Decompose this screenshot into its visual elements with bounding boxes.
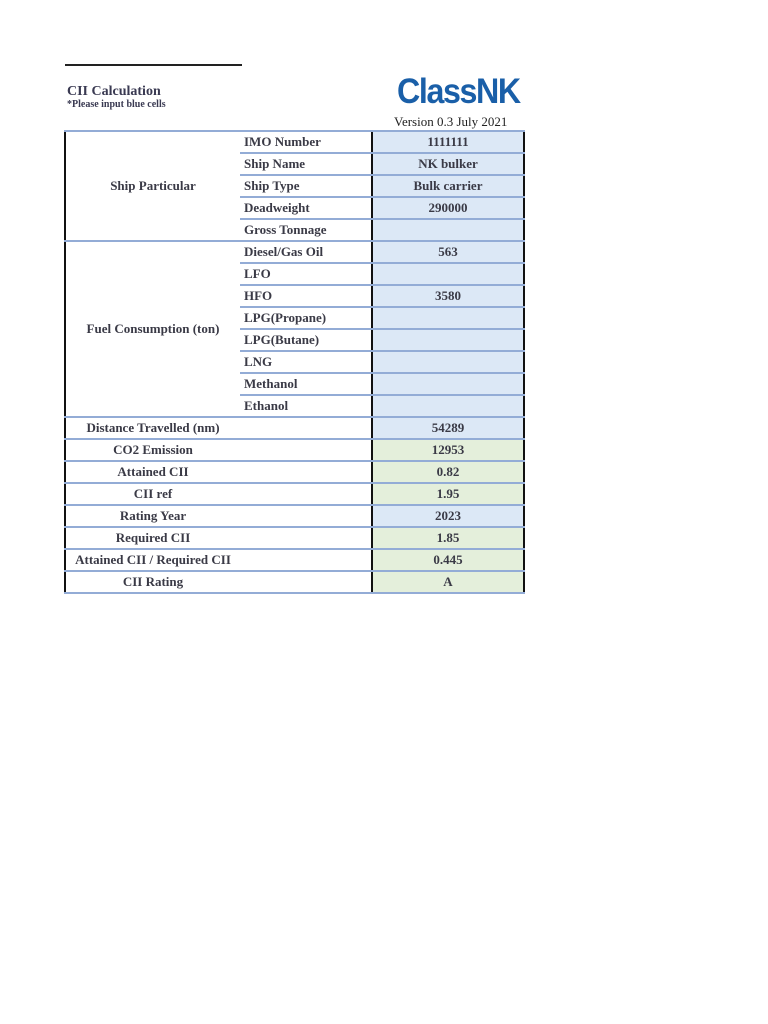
cii-ref-value: 1.95 [372, 483, 524, 505]
empty-cell [240, 527, 372, 549]
table-row [65, 439, 524, 461]
distance-travelled-label: Distance Travelled (nm) [65, 417, 240, 439]
table-row [65, 549, 524, 571]
attained-required-ratio-label: Attained CII / Required CII [65, 549, 240, 571]
distance-travelled-input[interactable]: 54289 [372, 417, 524, 439]
required-cii-label: Required CII [65, 527, 240, 549]
table-row [65, 417, 524, 439]
ship-name-label: Ship Name [240, 153, 372, 175]
imo-number-label: IMO Number [240, 131, 372, 153]
cii-ref-label: CII ref [65, 483, 240, 505]
empty-cell [240, 461, 372, 483]
deadweight-input[interactable]: 290000 [372, 197, 524, 219]
empty-cell [240, 571, 372, 593]
empty-cell [240, 505, 372, 527]
cii-calculation-table [64, 130, 525, 594]
empty-cell [240, 417, 372, 439]
co2-emission-label: CO2 Emission [65, 439, 240, 461]
deadweight-label: Deadweight [240, 197, 372, 219]
ship-name-input[interactable]: NK bulker [372, 153, 524, 175]
hfo-input[interactable]: 3580 [372, 285, 524, 307]
methanol-label: Methanol [240, 373, 372, 395]
document-title: CII Calculation [67, 84, 161, 99]
input-instruction-note: *Please input blue cells [67, 99, 166, 110]
lpg-propane-label: LPG(Propane) [240, 307, 372, 329]
rating-year-input[interactable]: 2023 [372, 505, 524, 527]
table-row [65, 483, 524, 505]
lfo-label: LFO [240, 263, 372, 285]
attained-cii-value: 0.82 [372, 461, 524, 483]
ship-type-input[interactable]: Bulk carrier [372, 175, 524, 197]
cii-rating-label: CII Rating [65, 571, 240, 593]
table-row [65, 571, 524, 593]
table-row [65, 241, 524, 263]
diesel-gas-oil-input[interactable]: 563 [372, 241, 524, 263]
lpg-butane-label: LPG(Butane) [240, 329, 372, 351]
lng-label: LNG [240, 351, 372, 373]
gross-tonnage-label: Gross Tonnage [240, 219, 372, 241]
ethanol-label: Ethanol [240, 395, 372, 417]
ethanol-input[interactable] [372, 395, 524, 417]
co2-emission-value: 12953 [372, 439, 524, 461]
empty-cell [240, 483, 372, 505]
lpg-propane-input[interactable] [372, 307, 524, 329]
version-label: Version 0.3 July 2021 [394, 114, 508, 129]
imo-number-input[interactable]: 1111111 [372, 131, 524, 153]
lng-input[interactable] [372, 351, 524, 373]
lpg-butane-input[interactable] [372, 329, 524, 351]
cii-rating-value: A [372, 571, 524, 593]
table-row [65, 505, 524, 527]
attained-required-ratio-value: 0.445 [372, 549, 524, 571]
gross-tonnage-input[interactable] [372, 219, 524, 241]
header-rule [65, 64, 242, 66]
methanol-input[interactable] [372, 373, 524, 395]
lfo-input[interactable] [372, 263, 524, 285]
hfo-label: HFO [240, 285, 372, 307]
required-cii-value: 1.85 [372, 527, 524, 549]
empty-cell [240, 439, 372, 461]
classnk-logo: ClassNK [397, 72, 520, 111]
diesel-gas-oil-label: Diesel/Gas Oil [240, 241, 372, 263]
ship-particular-label: Ship Particular [65, 131, 240, 241]
fuel-consumption-label: Fuel Consumption (ton) [65, 241, 240, 417]
rating-year-label: Rating Year [65, 505, 240, 527]
attained-cii-label: Attained CII [65, 461, 240, 483]
empty-cell [240, 549, 372, 571]
table-row [65, 131, 524, 153]
ship-type-label: Ship Type [240, 175, 372, 197]
table-row [65, 461, 524, 483]
table-row [65, 527, 524, 549]
